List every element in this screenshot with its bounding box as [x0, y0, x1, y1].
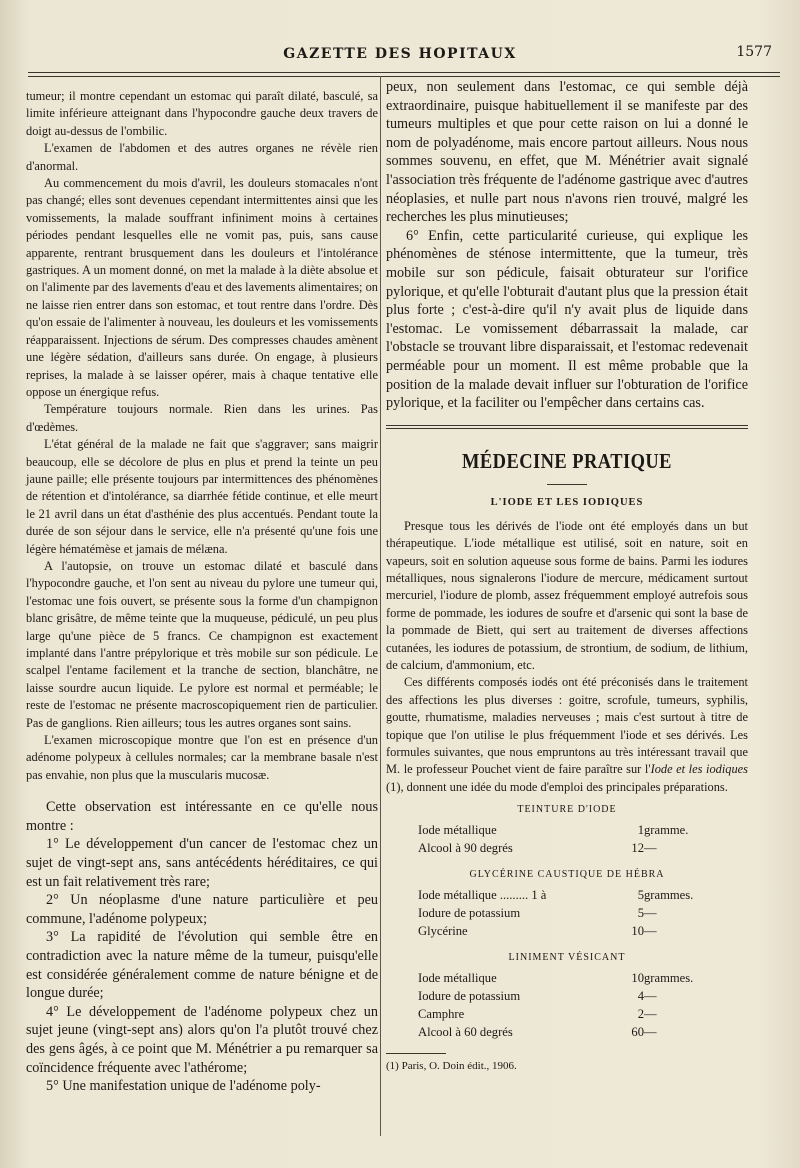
- left-column: [26, 88, 378, 1096]
- recipe-title: TEINTURE D'IODE: [517, 804, 617, 816]
- paragraph: Ces différents composés iodés ont été préconisés dans le traitement des affections les plus diverses : goitre, scrofule, tumeurs, syphilis, goutte, rhumatisme, maladies nerveuses ; mais c'est surtout à titre de topique que l'on utilise le plus fréquemment l'iode et ses dérivés. Les formules suivantes, que nous empruntons au très intéressant travail que M. le professeur Pouchet vient de faire paraître sur l'Iode et les iodiques (1), donnent une idée du mode d'emploi des principales préparations.: [386, 675, 748, 794]
- unit: —: [644, 841, 657, 856]
- article-text: [386, 518, 748, 797]
- article-title: L'IODE ET LES IODIQUES: [490, 496, 644, 508]
- quantity: 1: [637, 823, 644, 838]
- recipe-row: [418, 821, 714, 839]
- ingredient: Alcool à 60 degrés: [418, 1025, 513, 1040]
- paragraph: Presque tous les dérivés de l'iode ont été employés dans un but thérapeutique. L'iode métallique est utilisé, soit en nature, soit en vapeurs, soit en solution aqueuse sous forme de bains. Parmi les iodures métalliques, nous signalerons l'iodure de mercure, médicament surtout mercuriel, l'iodure de plomb, assez fréquemment employé autrefois sous forme de pommade, les iodures de soufre et d'arsenic qui sont la base de la pommade de Biett, qui sert au traitement de diverses affections cutanées, les iodures de potassium, de strontium, de sodium, de lithium, de calcium, d'ammonium, etc.: [386, 518, 748, 672]
- quantity: 4: [637, 989, 644, 1004]
- page-number: 1577: [736, 44, 772, 60]
- title-underline: [547, 484, 587, 485]
- recipe-row: [418, 886, 714, 904]
- ingredient: Camphre: [418, 1007, 465, 1022]
- ingredient: Iode métallique: [418, 971, 497, 986]
- quantity: 2: [637, 1007, 644, 1022]
- header-rule: [28, 72, 780, 77]
- recipe-table: [418, 821, 714, 857]
- quantity: 10: [631, 971, 644, 986]
- unit: —: [644, 906, 657, 921]
- recipe-title: LINIMENT VÉSICANT: [508, 952, 626, 964]
- paragraph: 6° Enfin, cette particularité curieuse, qui explique les phénomènes de sténose intermittente, que la tumeur, très mobile sur son pédicule, faisait obturateur sur l'orifice pylorique, et qu'elle l'obturait d'autant plus que la pression était plus forte ; c'est-à-dire qu'il n'y avait plus de liquide dans l'estomac. Le vomissement débarrassait la malade, car l'obstacle se trouvant libre disparaissait, et l'estomac redevenait perméable pour un moment. Il est même probable que la position de la malade devait influer sur l'obturation de l'orifice pylorique, et la faciliter ou l'empêcher dans certains cas.: [386, 227, 748, 412]
- paragraph: 2° Un néoplasme d'une nature particulière et peu commune, l'adénome polypeux;: [26, 892, 378, 927]
- unit: —: [644, 924, 657, 939]
- page-header: [20, 42, 780, 70]
- ingredient: Iode métallique ......... 1 à: [418, 888, 547, 903]
- recipe-block: [386, 869, 748, 940]
- recipe-row: [418, 922, 714, 940]
- quantity: 12: [631, 841, 644, 856]
- paragraph: 4° Le développement de l'adénome polypeux chez un sujet jeune (vingt-sept ans) alors qu'on l'a plutôt trouvé chez des gens âgés, à ce point que M. Ménétrier a pu remarquer sa coïncidence fréquente avec l'athérome;: [26, 1003, 378, 1076]
- right-column: [386, 78, 748, 1072]
- recipe-row: [418, 904, 714, 922]
- paragraph: tumeur; il montre cependant un estomac qui paraît dilaté, basculé, sa limite inférieure atteignant dans l'hypocondre gauche deux travers de doigt au-dessus de l'ombilic.: [26, 89, 378, 138]
- paragraph: L'état général de la malade ne fait que s'aggraver; sans maigrir beaucoup, elle se décolore de plus en plus et prend la teinte un peu jaune paille; elle présente toujours par intermittences des phénomènes de rétention et d'intolérance, sa diarrhée fétide continue, et elle meurt le 21 avril dans un état d'asthénie des plus accentués. Pendant toute la durée de son séjour dans le service, elle n'a présenté qu'une fois une légère hématémèse et jamais de mélæna.: [26, 437, 378, 556]
- book-title: Iode et les iodiques: [650, 762, 748, 777]
- paragraph: peux, non seulement dans l'estomac, ce qui semble déjà extraordinaire, puisque habituellement il se manifeste par des tumeurs multiples et que pour cette raison on lui a donné le nom de polyadénome, mais encore partout ailleurs. Nous nous sommes souvenu, en effet, que M. Ménétrier avait signalé l'association très fréquente de l'adénome gastrique avec d'autres néoplasies, et nulle part nous n'avons rien trouvé, malgré les recherches les plus minutieuses;: [386, 79, 748, 226]
- unit: —: [644, 1007, 657, 1022]
- section-title: MÉDECINE PRATIQUE: [462, 448, 672, 473]
- recipe-table: [418, 969, 714, 1041]
- quantity: 10: [631, 924, 644, 939]
- recipe-row: [418, 839, 714, 857]
- section-divider: [386, 425, 748, 429]
- paragraph: 1° Le développement d'un cancer de l'estomac chez un sujet de vingt-sept ans, sans antécédents héréditaires, ce qui est un fait relativement très rare;: [26, 836, 378, 890]
- recipe-row: [418, 1023, 714, 1041]
- observation-text: [26, 88, 378, 784]
- recipe-table: [418, 886, 714, 940]
- recipe-block: [386, 804, 748, 857]
- footnote-rule: [386, 1053, 446, 1054]
- footnote: (1) Paris, O. Doin édit., 1906.: [386, 1060, 517, 1073]
- unit: —: [644, 1025, 657, 1040]
- recipe-title: GLYCÉRINE CAUSTIQUE DE HÉBRA: [469, 869, 665, 881]
- unit: —: [644, 989, 657, 1004]
- quantity: 5: [637, 888, 644, 903]
- paragraph: A l'autopsie, on trouve un estomac dilaté et basculé dans l'hypocondre gauche, et l'on sent au niveau du pylore une tumeur qui, l'estomac une fois ouvert, se présente sous la forme d'un champignon blanc grisâtre, de même teinte que la muqueuse, pédiculé, un peu plus large qu'une pièce de 5 francs. Ce champignon est exactement implanté dans l'antre prépylorique et très mobile sur son pédicule. Le scalpel l'entame facilement et la tranche de section, blanchâtre, ne laisse sourdre aucun liquide. Le pylore est normal et perméable; le reste de l'estomac ne présente macroscopiquement rien de particulier. Pas de ganglions. Rien ailleurs; tous les autres organes sont sains.: [26, 558, 378, 730]
- paragraph: 3° La rapidité de l'évolution qui semble être en contradiction avec la nature même de la tumeur, puisqu'elle est considérée généralement comme de nature bénigne et de longue durée;: [26, 929, 378, 1002]
- quantity: 60: [631, 1025, 644, 1040]
- ingredient: Glycérine: [418, 924, 468, 939]
- ingredient: Iodure de potassium: [418, 906, 521, 921]
- paragraph: Cette observation est intéressante en ce qu'elle nous montre :: [26, 799, 378, 834]
- paragraph: L'examen microscopique montre que l'on est en présence d'un adénome polypeux à cellules normales; car la membrane basale n'est pas envahie, non plus que la muscularis mucosæ.: [26, 733, 378, 782]
- conclusions-text: [26, 798, 378, 1096]
- unit: grammes.: [644, 971, 694, 986]
- ingredient: Iode métallique: [418, 823, 497, 838]
- ingredient: Iodure de potassium: [418, 989, 521, 1004]
- recipe-row: [418, 987, 714, 1005]
- continuation-text: [386, 78, 748, 413]
- ingredient: Alcool à 90 degrés: [418, 841, 513, 856]
- unit: grammes.: [644, 888, 694, 903]
- recipe-block: [386, 952, 748, 1041]
- paragraph: L'examen de l'abdomen et des autres organes ne révèle rien d'anormal.: [26, 141, 378, 173]
- journal-title: GAZETTE DES HOPITAUX: [283, 46, 517, 62]
- column-divider: [380, 76, 381, 1136]
- recipe-row: [418, 1005, 714, 1023]
- recipe-row: [418, 969, 714, 987]
- paragraph: 5° Une manifestation unique de l'adénome poly-: [46, 1078, 321, 1095]
- unit: gramme.: [644, 823, 689, 838]
- quantity: 5: [637, 906, 644, 921]
- paragraph: Au commencement du mois d'avril, les douleurs stomacales n'ont pas changé; elles sont devenues cependant intermittentes ainsi que les vomissements, la malade souffrant infiniment moins à certaines périodes pendant lesquelles elle ne vomit pas, puis, sans cause apparente, rentrant brusquement dans les douleurs et l'intolérance gastriques. A un moment donné, on met la malade à la diète absolue et on l'alimente par des lavements d'eau et des lavements alimentaires; on ne laisse rien entrer dans son estomac, et tout rentre dans l'ordre. Dès qu'on essaie de l'alimenter à nouveau, les douleurs et les vomissements réapparaissent. Injections de sérum. Des compresses chaudes amènent une légère sédation, d'ailleurs sans durée. On engage, à plusieurs reprises, la malade à se laisser opérer, mais à chaque tentative elle oppose un énergique refus.: [26, 176, 378, 399]
- paragraph: Température toujours normale. Rien dans les urines. Pas d'œdèmes.: [26, 402, 378, 434]
